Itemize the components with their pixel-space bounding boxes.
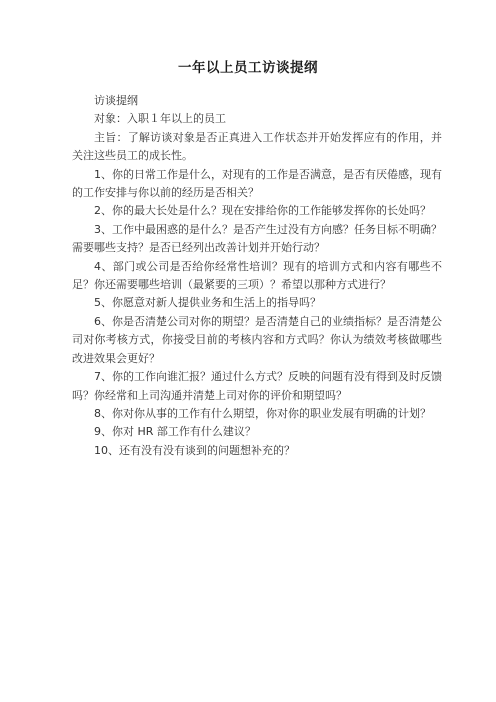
question-3: 3、工作中最困惑的是什么？是否产生过没有方向感？任务目标不明确？需要哪些支持？是否已经列出改善计划并开始行动？: [72, 222, 442, 255]
question-4: 4、部门或公司是否给你经常性培训？现有的培训方式和内容有哪些不足？你还需要哪些培训（最紧要的三项）？希望以那种方式进行？: [72, 259, 442, 292]
question-1: 1、你的日常工作是什么，对现有的工作是否满意，是否有厌倦感，现有的工作安排与你以前的经历是否相关？: [72, 167, 442, 200]
question-6: 6、你是否清楚公司对你的期望？是否清楚自己的业绩指标？是否清楚公司对你考核方式，你接受目前的考核内容和方式吗？你认为绩效考核做哪些改进效果会更好？: [72, 314, 442, 365]
outline-label: 访谈提纲: [94, 94, 138, 107]
question-7: 7、你的工作向谁汇报？通过什么方式？反映的问题有没有得到及时反馈吗？你经常和上司沟通并清楚上司对你的评价和期望吗？: [72, 370, 442, 402]
target-line: 对象：入职１年以上的员工: [94, 112, 226, 126]
document-body: [72, 92, 442, 460]
question-2: 2、你的最大长处是什么？现在安排给你的工作能够发挥你的长处吗？: [94, 204, 431, 218]
document-title: 一年以上员工访谈提纲: [178, 60, 318, 76]
question-5: 5、你愿意对新人提供业务和生活上的指导吗？: [94, 296, 321, 310]
purpose-paragraph: 主旨：了解访谈对象是否正真进入工作状态并开始发挥应有的作用，并关注这些员工的成长性。: [72, 130, 442, 163]
question-9: 9、你对 HR 部工作有什么建议？: [94, 425, 256, 439]
question-8: 8、你对你从事的工作有什么期望，你对你的职业发展有明确的计划？: [94, 406, 431, 420]
question-10: 10、还有没有没有谈到的问题想补充的？: [94, 443, 295, 457]
